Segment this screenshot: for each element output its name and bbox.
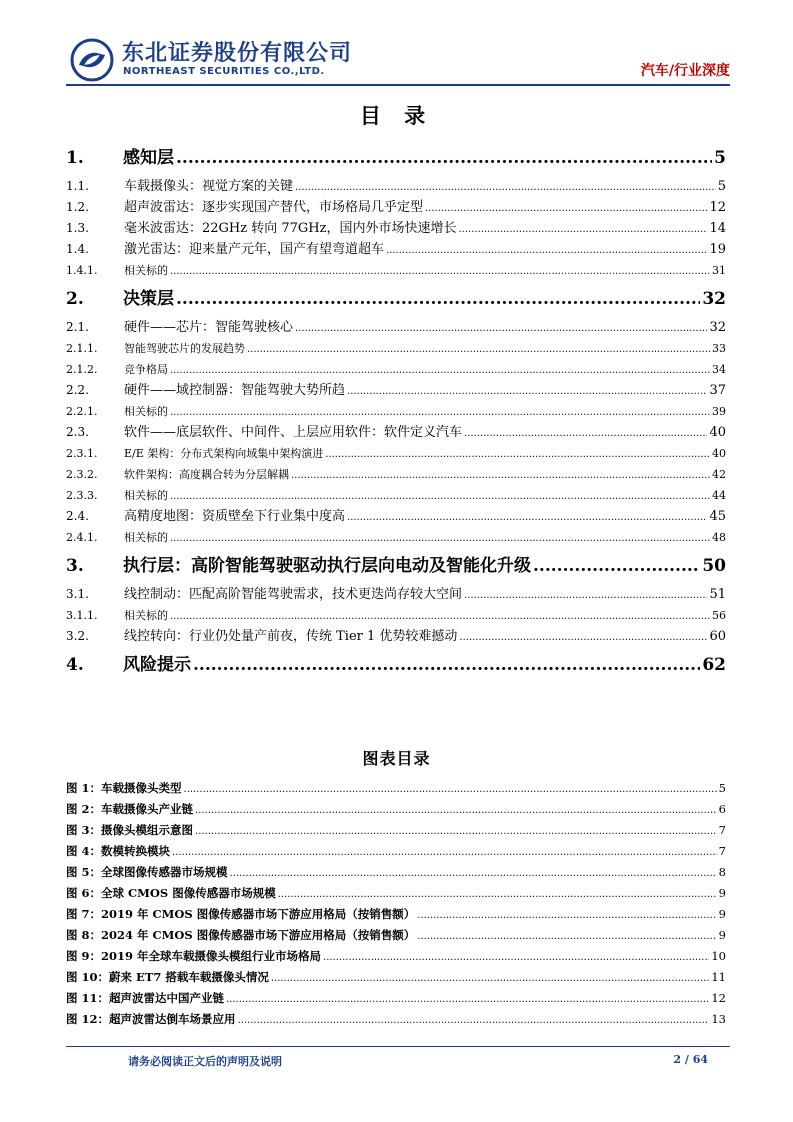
dot-leader xyxy=(176,281,700,317)
figure-list xyxy=(66,778,726,1030)
toc-entry-label: 高精度地图：资质壁垒下行业集中度高 xyxy=(124,509,346,524)
dot-leader xyxy=(247,339,710,360)
toc-entry-number: 4. xyxy=(66,655,84,675)
figure-entry-page: 6 xyxy=(718,802,726,816)
dot-leader xyxy=(238,1010,710,1031)
toc-entry-label: 超声波雷达：逐步实现国产替代，市场格局几乎定型 xyxy=(124,200,424,215)
toc-entry[interactable] xyxy=(66,422,726,443)
figure-entry-label: 图 4：数模转换模块 xyxy=(66,844,171,858)
figure-entry-page: 9 xyxy=(718,928,726,942)
dot-leader xyxy=(170,360,710,381)
toc-entry-page: 39 xyxy=(712,405,726,418)
figure-entry[interactable] xyxy=(66,1009,726,1030)
figure-entry-label: 图 3：摄像头模组示意图 xyxy=(66,823,194,837)
figure-entry[interactable] xyxy=(66,946,726,967)
figure-entry[interactable] xyxy=(66,904,726,925)
toc-entry[interactable] xyxy=(66,260,726,281)
toc-entry-page: 5 xyxy=(714,148,726,168)
table-of-contents xyxy=(66,140,726,683)
dot-leader xyxy=(533,548,700,584)
toc-entry-number: 3. xyxy=(66,556,84,576)
dot-leader xyxy=(170,261,710,282)
toc-entry-label: 软件——底层软件、中间件、上层应用软件：软件定义汽车 xyxy=(124,425,463,440)
toc-entry-label: 相关标的 xyxy=(124,489,168,502)
toc-entry-page: 32 xyxy=(709,320,726,335)
dot-leader xyxy=(195,821,717,842)
dot-leader xyxy=(226,989,709,1010)
toc-entry-page: 60 xyxy=(709,629,726,644)
toc-entry-page: 40 xyxy=(712,447,726,460)
toc-entry[interactable] xyxy=(66,647,726,683)
figure-entry-page: 11 xyxy=(711,970,726,984)
toc-entry-label: 硬件——域控制器：智能驾驶大势所趋 xyxy=(124,383,346,398)
report-sector: 汽车/行业深度 xyxy=(640,63,730,79)
toc-entry-number: 1.1. xyxy=(66,179,89,193)
figure-entry[interactable] xyxy=(66,841,726,862)
toc-entry-label: 风险提示 xyxy=(123,655,191,675)
toc-entry[interactable] xyxy=(66,584,726,605)
toc-entry-label: 执行层：高阶智能驾驶驱动执行层向电动及智能化升级 xyxy=(123,556,531,576)
dot-leader xyxy=(184,779,717,800)
toc-entry-label: 决策层 xyxy=(123,289,174,309)
toc-entry-number: 2.2.1. xyxy=(66,405,98,418)
toc-entry[interactable] xyxy=(66,338,726,359)
toc-entry-page: 50 xyxy=(702,556,726,576)
figure-entry-page: 13 xyxy=(711,1012,726,1026)
toc-entry-page: 34 xyxy=(712,363,726,376)
toc-entry-label: 相关标的 xyxy=(124,264,168,277)
toc-entry-page: 37 xyxy=(709,383,726,398)
toc-entry-number: 2. xyxy=(66,289,84,309)
toc-entry-label: 感知层 xyxy=(123,148,174,168)
dot-leader xyxy=(459,627,707,648)
figure-entry-page: 7 xyxy=(718,844,726,858)
figure-entry-label: 图 6：全球 CMOS 图像传感器市场规模 xyxy=(66,886,276,900)
company-name-en: NORTHEAST SECURITIES CO.,LTD. xyxy=(123,66,325,77)
figure-entry[interactable] xyxy=(66,883,726,904)
figure-entry-page: 8 xyxy=(718,865,726,879)
toc-entry[interactable] xyxy=(66,548,726,584)
figure-entry-label: 图 2：车载摄像头产业链 xyxy=(66,802,194,816)
dot-leader xyxy=(172,842,717,863)
toc-entry-label: 毫米波雷达：22GHz 转向 77GHz，国内外市场快速增长 xyxy=(124,221,457,236)
dot-leader xyxy=(323,947,709,968)
toc-entry[interactable] xyxy=(66,443,726,464)
figure-entry-page: 5 xyxy=(718,781,726,795)
footer-disclaimer: 请务必阅读正文后的声明及说明 xyxy=(128,1055,282,1068)
toc-entry[interactable] xyxy=(66,527,726,548)
dot-leader xyxy=(417,905,716,926)
dot-leader xyxy=(464,423,707,444)
toc-entry-number: 2.2. xyxy=(66,383,89,397)
toc-entry-page: 31 xyxy=(712,264,726,277)
toc-entry-page: 62 xyxy=(702,655,726,675)
toc-entry-page: 40 xyxy=(709,425,726,440)
toc-entry-page: 14 xyxy=(709,221,726,236)
dot-leader xyxy=(271,968,710,989)
toc-entry[interactable] xyxy=(66,359,726,380)
toc-entry-label: 竞争格局 xyxy=(124,363,168,376)
toc-entry[interactable] xyxy=(66,317,726,338)
figure-entry-page: 12 xyxy=(711,991,726,1005)
toc-entry[interactable] xyxy=(66,197,726,218)
figure-list-title: 图表目录 xyxy=(362,749,431,768)
dot-leader xyxy=(170,486,710,507)
toc-entry[interactable] xyxy=(66,176,726,197)
toc-entry-page: 56 xyxy=(712,609,726,622)
toc-entry-label: 硬件——芯片：智能驾驶核心 xyxy=(124,320,294,335)
toc-entry-number: 2.1.1. xyxy=(66,342,98,355)
toc-entry-label: 线控转向：行业仍处量产前夜，传统 Tier 1 优势较难撼动 xyxy=(124,629,458,644)
toc-entry[interactable] xyxy=(66,464,726,485)
toc-entry-number: 1.2. xyxy=(66,200,89,214)
dot-leader xyxy=(170,402,710,423)
toc-entry-label: 软件架构：高度耦合转为分层解耦 xyxy=(124,468,289,481)
toc-entry-label: 线控制动：匹配高阶智能驾驶需求，技术更迭尚存较大空间 xyxy=(124,587,463,602)
toc-entry-label: 智能驾驶芯片的发展趋势 xyxy=(124,342,245,355)
toc-title: 目 录 xyxy=(359,103,434,128)
dot-leader xyxy=(459,219,708,240)
toc-entry-page: 19 xyxy=(709,242,726,257)
dot-leader xyxy=(278,884,717,905)
dot-leader xyxy=(295,177,716,198)
toc-entry[interactable] xyxy=(66,239,726,260)
figure-entry-label: 图 5：全球图像传感器市场规模 xyxy=(66,865,228,879)
toc-entry-number: 3.1.1. xyxy=(66,609,98,622)
figure-entry-page: 9 xyxy=(718,886,726,900)
figure-entry[interactable] xyxy=(66,862,726,883)
figure-entry-label: 图 8：2024 年 CMOS 图像传感器市场下游应用格局（按销售额） xyxy=(66,928,416,942)
toc-entry-number: 1.4. xyxy=(66,242,89,256)
figure-entry-page: 7 xyxy=(718,823,726,837)
toc-entry-number: 2.4.1. xyxy=(66,531,98,544)
toc-entry-page: 33 xyxy=(712,342,726,355)
toc-entry-page: 12 xyxy=(709,200,726,215)
toc-entry[interactable] xyxy=(66,626,726,647)
toc-entry-number: 2.1. xyxy=(66,320,89,334)
dot-leader xyxy=(295,318,707,339)
toc-entry-page: 42 xyxy=(712,468,726,481)
figure-entry-label: 图 9：2019 年全球车载摄像头模组行业市场格局 xyxy=(66,949,322,963)
dot-leader xyxy=(230,863,717,884)
toc-entry[interactable] xyxy=(66,485,726,506)
toc-entry-page: 32 xyxy=(702,289,726,309)
toc-entry-page: 45 xyxy=(709,509,726,524)
dot-leader xyxy=(195,800,717,821)
company-logo-icon xyxy=(70,38,114,82)
toc-entry-label: 相关标的 xyxy=(124,531,168,544)
toc-entry-page: 51 xyxy=(709,587,726,602)
dot-leader xyxy=(325,444,710,465)
figure-entry-label: 图 12：超声波雷达倒车场景应用 xyxy=(66,1012,236,1026)
dot-leader xyxy=(193,647,700,683)
page-number: 2 / 64 xyxy=(673,1053,708,1066)
toc-entry[interactable] xyxy=(66,281,726,317)
dot-leader xyxy=(386,240,707,261)
figure-entry-page: 10 xyxy=(711,949,726,963)
toc-entry-number: 2.3.1. xyxy=(66,447,98,460)
toc-entry-number: 3.2. xyxy=(66,629,89,643)
toc-entry[interactable] xyxy=(66,605,726,626)
dot-leader xyxy=(417,926,716,947)
toc-entry-label: 相关标的 xyxy=(124,405,168,418)
footer-divider xyxy=(66,1046,730,1047)
dot-leader xyxy=(176,140,712,176)
dot-leader xyxy=(464,585,707,606)
dot-leader xyxy=(170,528,710,549)
toc-entry-number: 1. xyxy=(66,148,84,168)
toc-entry-number: 3.1. xyxy=(66,587,89,601)
toc-entry-number: 2.4. xyxy=(66,509,89,523)
figure-entry[interactable] xyxy=(66,925,726,946)
dot-leader xyxy=(425,198,707,219)
toc-entry[interactable] xyxy=(66,506,726,527)
dot-leader xyxy=(170,606,710,627)
toc-entry[interactable] xyxy=(66,380,726,401)
figure-entry[interactable] xyxy=(66,820,726,841)
figure-entry-label: 图 1：车载摄像头类型 xyxy=(66,781,182,795)
figure-entry-page: 9 xyxy=(718,907,726,921)
toc-entry-label: E/E 架构：分布式架构向域集中架构演进 xyxy=(124,447,324,460)
toc-entry-label: 车载摄像头：视觉方案的关键 xyxy=(124,179,294,194)
dot-leader xyxy=(347,381,707,402)
figure-entry[interactable] xyxy=(66,799,726,820)
toc-entry[interactable] xyxy=(66,401,726,422)
toc-entry-page: 44 xyxy=(712,489,726,502)
toc-entry-page: 5 xyxy=(717,179,726,194)
header-divider xyxy=(66,84,730,86)
toc-entry-number: 1.3. xyxy=(66,221,89,235)
toc-entry-number: 2.3.2. xyxy=(66,468,98,481)
figure-entry-label: 图 11：超声波雷达中国产业链 xyxy=(66,991,225,1005)
dot-leader xyxy=(291,465,710,486)
toc-entry-number: 2.1.2. xyxy=(66,363,98,376)
toc-entry-page: 48 xyxy=(712,531,726,544)
figure-entry-label: 图 7：2019 年 CMOS 图像传感器市场下游应用格局（按销售额） xyxy=(66,907,416,921)
toc-entry-number: 2.3.3. xyxy=(66,489,98,502)
figure-entry-label: 图 10：蔚来 ET7 搭载车载摄像头情况 xyxy=(66,970,269,984)
figure-entry[interactable] xyxy=(66,778,726,799)
company-name-cn: 东北证券股份有限公司 xyxy=(122,41,353,66)
figure-entry[interactable] xyxy=(66,988,726,1009)
toc-entry[interactable] xyxy=(66,218,726,239)
toc-entry[interactable] xyxy=(66,140,726,176)
toc-entry-label: 相关标的 xyxy=(124,609,168,622)
page-header xyxy=(66,34,730,84)
toc-entry-number: 2.3. xyxy=(66,425,89,439)
toc-entry-label: 激光雷达：迎来量产元年，国产有望弯道超车 xyxy=(124,242,385,257)
dot-leader xyxy=(347,507,707,528)
toc-entry-number: 1.4.1. xyxy=(66,264,98,277)
figure-entry[interactable] xyxy=(66,967,726,988)
